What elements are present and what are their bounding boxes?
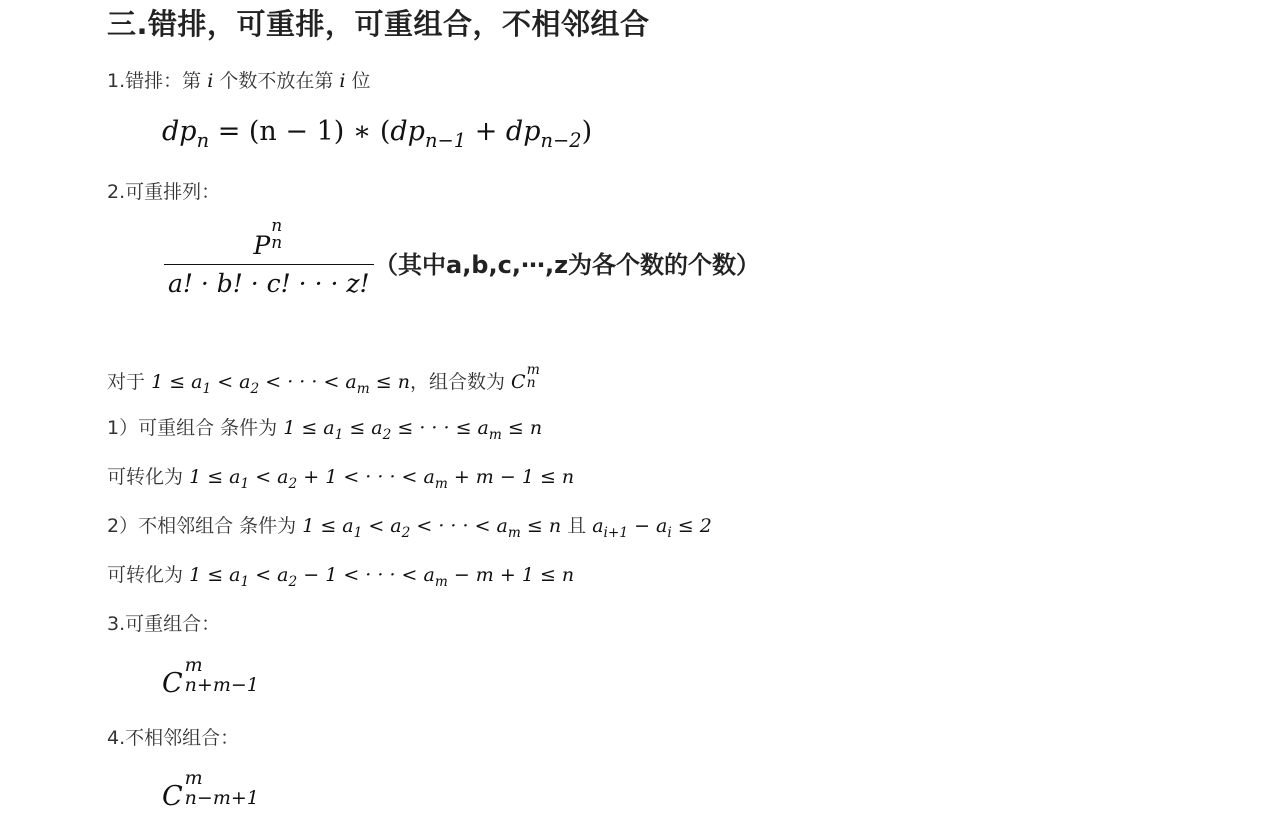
c1t-s2: 2 [288,475,298,492]
comb-suffix: ，组合数为 [409,371,505,393]
s3-c-symbol: C [162,668,183,699]
dp-term-2-subscript: n−2 [540,128,582,152]
non-adjacent-transform [107,562,574,595]
s4-subscript: n−m+1 [184,787,259,809]
formula-plus: + [466,116,506,147]
c2-b: < a [362,515,402,537]
s4-indices [183,767,278,809]
c2-c: < · · · < a [410,515,508,537]
c1t-expr [189,466,575,492]
c2-gap-expr [592,515,712,541]
s3-indices [183,654,278,696]
comb-condition [151,371,410,397]
c1-b: ≤ a [343,417,383,439]
c1t-prefix: 可转化为 [107,466,184,488]
non-adjacent-label: 4.不相邻组合： [107,727,240,749]
c2t-a: 1 ≤ a [189,564,241,586]
dp-term-2: dp [505,116,541,147]
c1t-sm: m [434,475,448,492]
p-subscript: n [271,233,283,253]
permutation-fraction [164,216,374,298]
comb-expr-a: 1 ≤ a [151,371,203,393]
formula-close: ) [581,116,593,147]
var-i: i [207,70,214,92]
c-subscript: n [526,375,536,391]
dp-symbol: dp [162,116,197,147]
fraction-numerator [164,216,374,264]
s4-c-symbol: C [162,781,183,812]
c-indices [526,362,542,391]
c1t-s1: 1 [240,475,250,492]
comb-sub-m: m [356,380,370,397]
repeated-combination-formula [162,654,278,699]
comb-expr-c: < · · · < a [259,371,357,393]
derangement-formula [162,116,592,152]
c2t-sm: m [434,573,448,590]
s3-superscript: m [184,654,203,676]
c2-si1: i+1 [603,524,629,541]
c1-c: ≤ · · · ≤ a [391,417,489,439]
c1t-b: < a [249,466,289,488]
c-superscript: m [526,362,540,378]
comb-sub-1: 1 [202,380,212,397]
c1-s1: 1 [334,426,344,443]
derangement-label-prefix: 1.错排：第 [107,70,202,92]
derangement-label-middle: 个数不放在第 [219,70,334,92]
c2t-prefix: 可转化为 [107,564,184,586]
c2-f: − a [628,515,668,537]
comb-count [511,362,542,393]
comb-expr-b: < a [211,371,251,393]
c1-d: ≤ n [501,417,543,439]
non-adjacent-formula [162,767,278,812]
c-symbol: C [511,371,526,393]
multiset-permutation-label: 2.可重排列： [107,181,221,203]
comb-expr-d: ≤ n [369,371,410,393]
p-superscript: n [271,216,283,236]
c2t-s2: 2 [288,573,298,590]
c2t-s1: 1 [240,573,250,590]
c1t-d: + m − 1 ≤ n [447,466,575,488]
c2-e: a [592,515,604,537]
dp-subscript: n [196,128,210,152]
c2-expr [302,515,562,541]
comb-prefix: 对于 [107,371,146,393]
c2t-d: − m + 1 ≤ n [447,564,575,586]
c1t-a: 1 ≤ a [189,466,241,488]
c2t-c: − 1 < · · · < a [297,564,435,586]
formula-eq: = (n − 1) ∗ ( [209,116,391,147]
c1-sm: m [488,426,502,443]
dp-term-1: dp [390,116,425,147]
c1-s2: 2 [382,426,392,443]
c1-a: 1 ≤ a [283,417,335,439]
c1t-c: + 1 < · · · < a [297,466,435,488]
dp-term-1-subscript: n−1 [424,128,467,152]
derangement-label-suffix: 位 [351,70,371,92]
c2-d: ≤ n [520,515,562,537]
c2-s2: 2 [401,524,411,541]
c2-s1: 1 [353,524,363,541]
derangement-label [107,68,371,94]
repeated-combination-condition [107,415,542,448]
repeated-combination-transform [107,464,574,497]
c2-prefix: 2）不相邻组合 条件为 [107,515,297,537]
repeated-combination-label: 3.可重组合： [107,613,221,635]
c2-sm: m [507,524,521,541]
c1-prefix: 1）可重组合 条件为 [107,417,278,439]
combination-intro [107,362,542,402]
p-symbol: P [253,231,271,260]
multiplicity-note: （其中a,b,c,⋯,z为各个数的个数） [374,251,761,279]
multiset-permutation-formula [164,216,374,298]
s3-subscript: n+m−1 [184,674,259,696]
c2-and: 且 [567,515,587,537]
c2-g: ≤ 2 [671,515,712,537]
section-heading: 三.错排，可重排，可重组合，不相邻组合 [107,7,650,41]
var-i-2: i [339,70,346,92]
c2-si: i [667,524,672,541]
fraction-denominator: a! · b! · c! · · · z! [164,264,374,298]
s4-superscript: m [184,767,203,789]
p-indices [270,216,284,254]
comb-sub-2: 2 [250,380,260,397]
c1-expr [283,417,543,443]
c2-a: 1 ≤ a [302,515,354,537]
c2t-expr [189,564,575,590]
non-adjacent-condition [107,513,712,546]
c2t-b: < a [249,564,289,586]
